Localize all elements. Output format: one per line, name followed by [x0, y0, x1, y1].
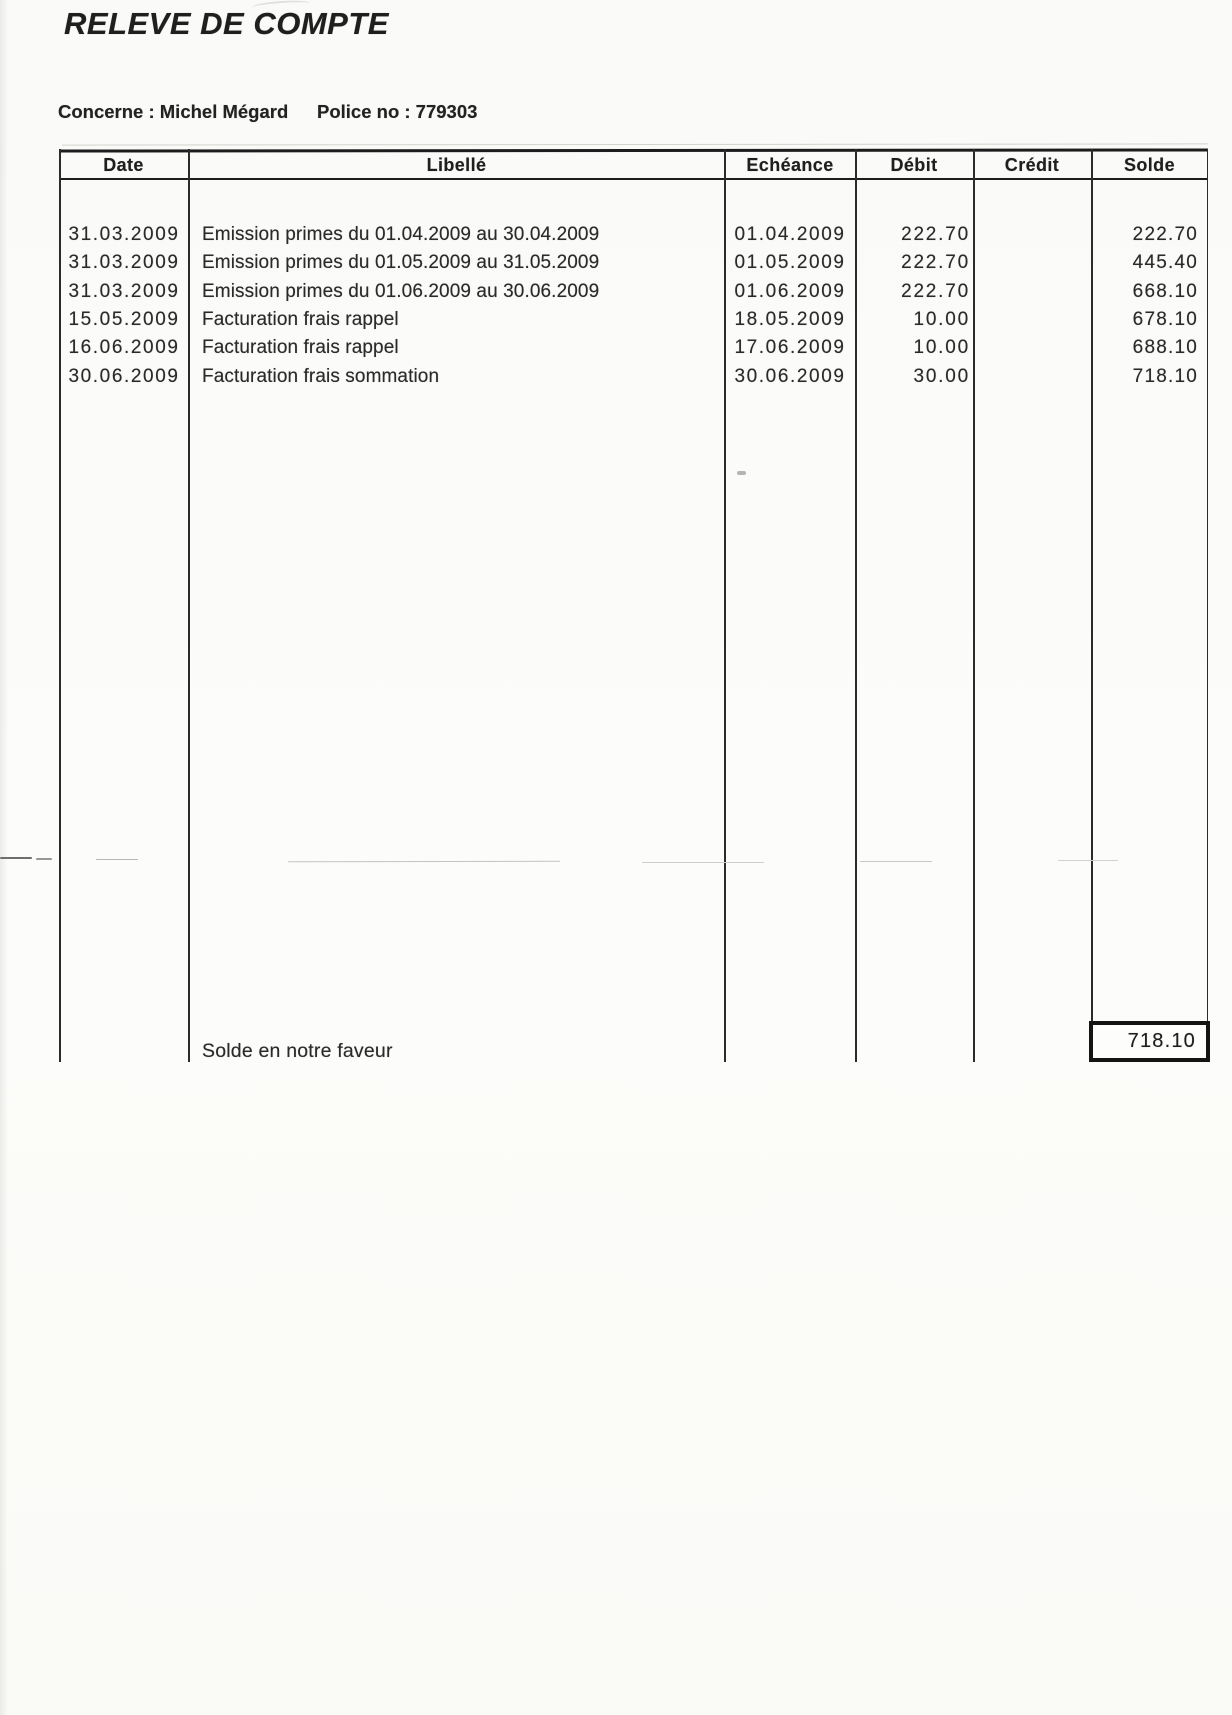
- cell-libelle: Emission primes du 01.05.2009 au 31.05.2009: [202, 252, 600, 274]
- page-title: RELEVE DE COMPTE: [64, 6, 389, 41]
- scan-crease-segment: [288, 861, 560, 863]
- concerne-line: Concerne : Michel Mégard: [58, 101, 289, 122]
- cell-credit: [973, 249, 1085, 277]
- cell-date: 31.03.2009: [68, 224, 180, 245]
- cell-libelle: Facturation frais rappel: [202, 309, 399, 331]
- cell-solde: 678.10: [1132, 309, 1198, 331]
- table-row: [0, 334, 1232, 362]
- cell-debit: 30.00: [913, 365, 970, 387]
- table-row: [0, 249, 1232, 277]
- cell-credit: [973, 306, 1085, 334]
- cell-echeance: 01.06.2009: [734, 280, 846, 302]
- cell-echeance: 17.06.2009: [734, 337, 846, 359]
- cell-date: 31.03.2009: [68, 252, 180, 274]
- balance-footer-label: Solde en notre faveur: [202, 1040, 393, 1062]
- cell-debit: 10.00: [913, 337, 970, 359]
- cell-solde: 668.10: [1132, 280, 1198, 302]
- cell-solde: 688.10: [1132, 337, 1198, 359]
- scan-crease-segment: [36, 858, 52, 860]
- scan-crease-segment: [0, 857, 32, 859]
- cell-libelle: Facturation frais sommation: [202, 365, 440, 387]
- police-number-line: Police no : 779303: [317, 101, 478, 122]
- table-row: [0, 306, 1232, 334]
- cell-debit: 222.70: [901, 252, 970, 274]
- cell-libelle: Emission primes du 01.06.2009 au 30.06.2009: [202, 280, 600, 302]
- scan-crease-segment: [1058, 860, 1118, 861]
- cell-credit: [973, 363, 1085, 391]
- scan-speck: [737, 471, 746, 475]
- column-header-solde: Solde: [1123, 155, 1175, 175]
- scan-crease-segment: [642, 862, 764, 863]
- scan-crease-segment: [96, 859, 138, 860]
- table-row: [0, 278, 1232, 306]
- cell-echeance: 18.05.2009: [734, 309, 846, 331]
- column-header-credit: Crédit: [1004, 155, 1060, 175]
- cell-date: 16.06.2009: [68, 337, 180, 359]
- cell-date: 30.06.2009: [68, 365, 180, 387]
- cell-solde: 718.10: [1132, 365, 1198, 387]
- cell-libelle: Facturation frais rappel: [202, 337, 399, 359]
- column-header-libelle: Libellé: [426, 155, 487, 175]
- cell-echeance: 01.05.2009: [734, 252, 846, 274]
- cell-echeance: 01.04.2009: [734, 224, 846, 245]
- total-balance-box: [1089, 1021, 1210, 1062]
- cell-solde: 445.40: [1132, 252, 1198, 274]
- total-balance-value: 718.10: [1127, 1030, 1196, 1052]
- cell-debit: 222.70: [901, 224, 970, 245]
- table-body: [0, 221, 1232, 391]
- cell-credit: [973, 278, 1085, 306]
- table-header-bottom-border: [59, 178, 1208, 180]
- table-header-top-border: [59, 148, 1208, 152]
- column-header-debit: Débit: [890, 155, 938, 175]
- cell-date: 15.05.2009: [68, 309, 180, 331]
- scan-crease-segment: [860, 861, 932, 862]
- cell-credit: [973, 221, 1085, 249]
- column-header-echeance: Echéance: [746, 155, 834, 175]
- cell-debit: 10.00: [913, 309, 970, 331]
- cell-solde: 222.70: [1132, 224, 1198, 245]
- scan-doubled-rule: [62, 143, 1208, 145]
- cell-date: 31.03.2009: [68, 280, 180, 302]
- cell-credit: [973, 334, 1085, 362]
- cell-libelle: Emission primes du 01.04.2009 au 30.04.2009: [202, 224, 600, 245]
- column-header-date: Date: [103, 155, 144, 175]
- statement-meta: [0, 101, 1232, 125]
- cell-echeance: 30.06.2009: [734, 365, 846, 387]
- cell-debit: 222.70: [901, 280, 970, 302]
- table-row: [0, 221, 1232, 249]
- table-row: [0, 363, 1232, 391]
